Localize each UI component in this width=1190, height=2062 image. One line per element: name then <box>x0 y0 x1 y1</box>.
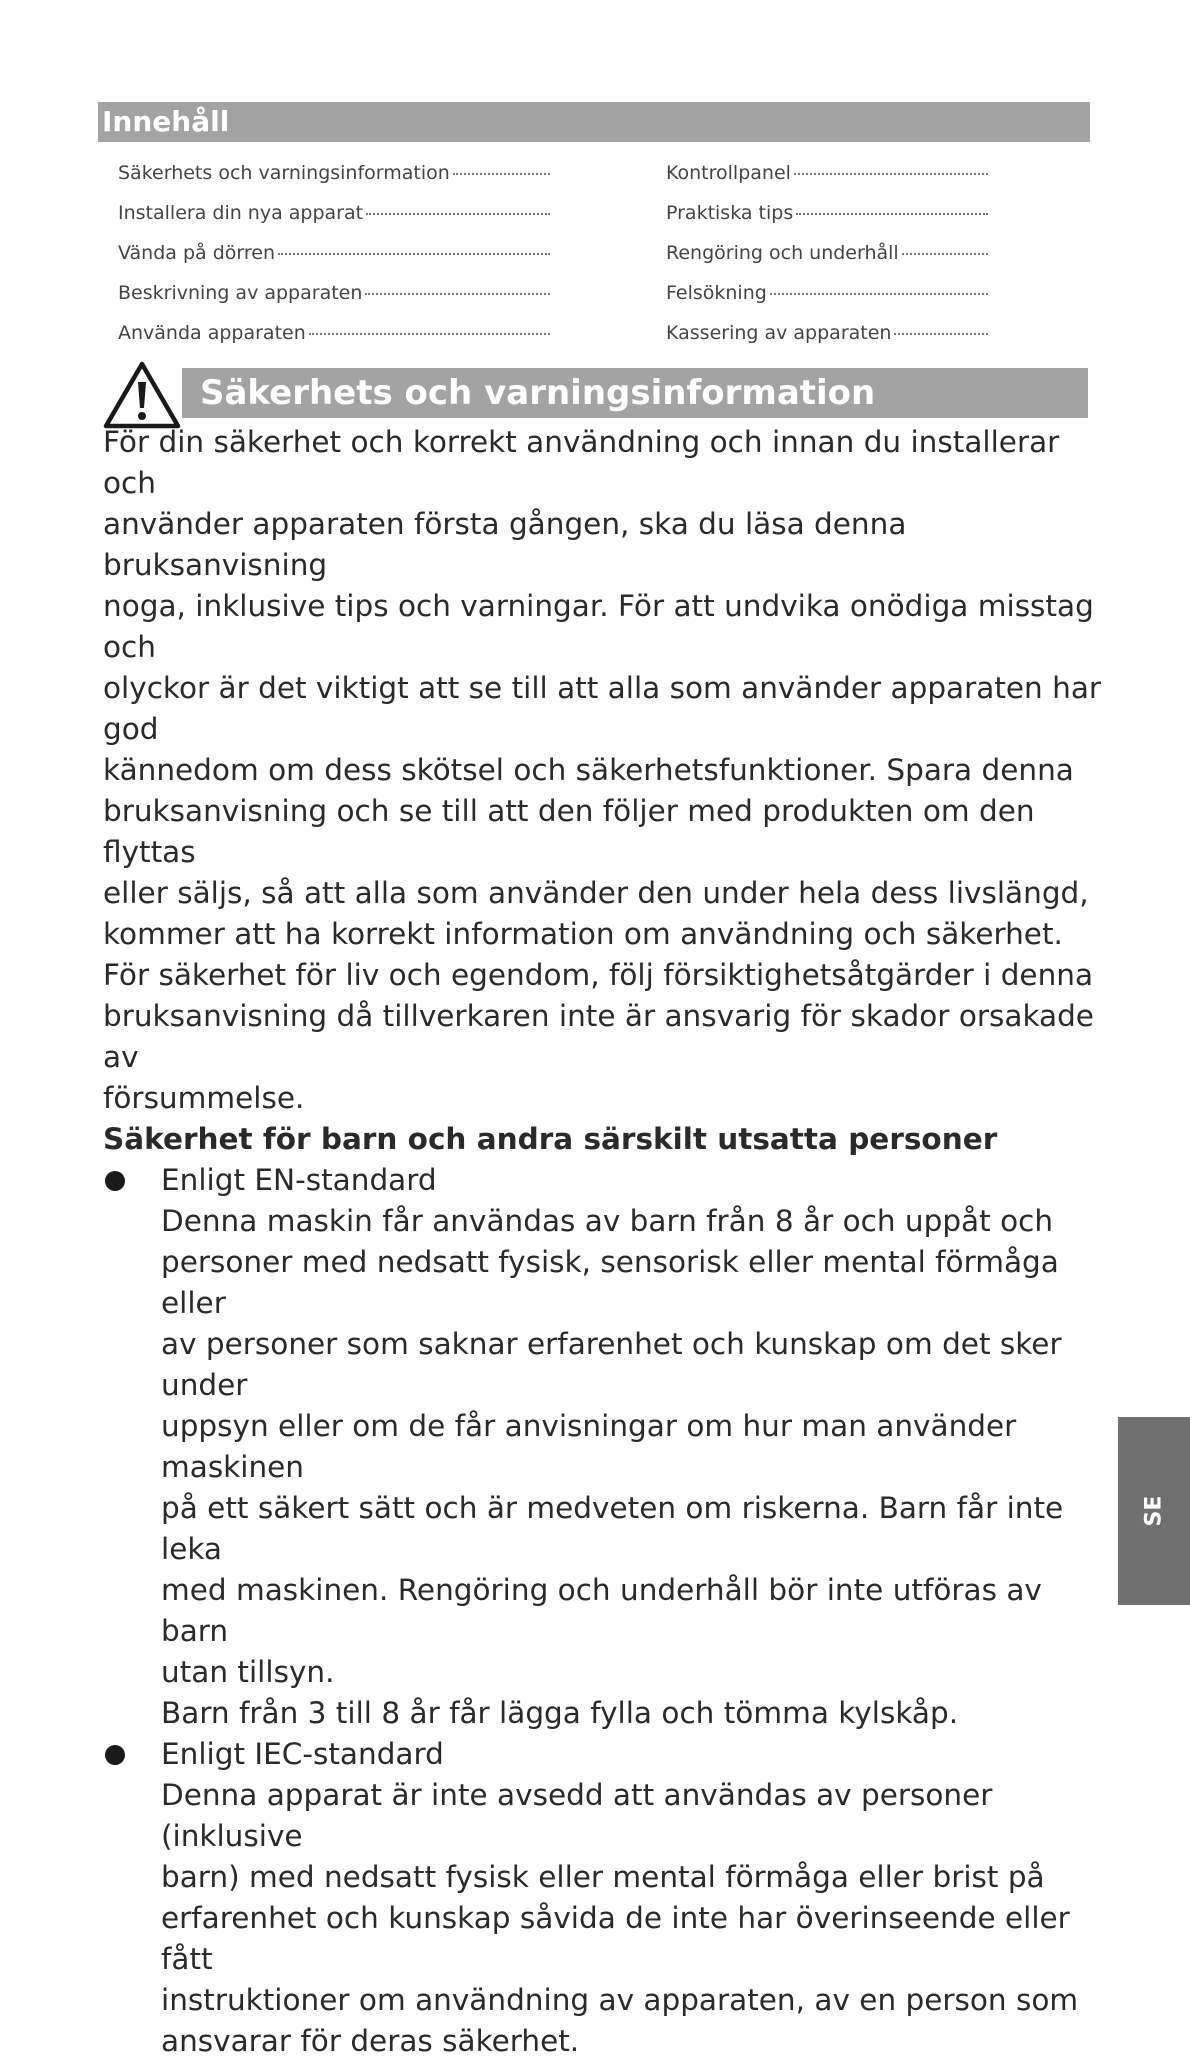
text-line: erfarenhet och kunskap såvida de inte har överinseende eller fått <box>161 1901 1070 1976</box>
toc-entry-label: Använda apparaten <box>118 322 306 344</box>
toc-entry-label: Beskrivning av apparaten <box>118 282 363 304</box>
toc-entry-label: Praktiska tips <box>666 202 794 224</box>
toc-entry-label: Vända på dörren <box>118 242 275 264</box>
section-body <box>103 422 1103 2062</box>
toc-entry[interactable] <box>666 162 988 202</box>
bullet-title: Enligt IEC-standard <box>161 1737 444 1771</box>
text-line: bruksanvisning då tillverkaren inte är ansvarig för skador orsakade av <box>103 999 1094 1074</box>
text-line: kommer att ha korrekt information om användning och säkerhet. <box>103 917 1063 951</box>
text-line: barn) med nedsatt fysisk eller mental förmåga eller brist på <box>161 1860 1045 1894</box>
bullet-dot-icon <box>105 1171 125 1191</box>
bullet-title: Enligt EN-standard <box>161 1163 437 1197</box>
toc-leader-dots <box>902 253 988 255</box>
text-line: olyckor är det viktigt att se till att alla som använder apparaten har god <box>103 671 1102 746</box>
text-line: av personer som saknar erfarenhet och kunskap om det sker under <box>161 1327 1062 1402</box>
intro-paragraph <box>103 422 1103 1119</box>
toc-entry[interactable] <box>666 202 988 242</box>
toc-leader-dots <box>453 173 550 175</box>
text-line: eller säljs, så att alla som använder den under hela dess livslängd, <box>103 876 1089 910</box>
text-line: Barn från 3 till 8 år får lägga fylla och tömma kylskåp. <box>161 1696 959 1730</box>
language-tab <box>1118 1417 1190 1605</box>
toc-entry-label: Säkerhets och varningsinformation <box>118 162 450 184</box>
toc-entry[interactable] <box>666 242 988 282</box>
toc-entry[interactable] <box>666 282 988 322</box>
toc-leader-dots <box>278 253 550 255</box>
text-line: personer med nedsatt fysisk, sensorisk eller mental förmåga eller <box>161 1245 1059 1320</box>
text-line: ansvarar för deras säkerhet. <box>161 2024 580 2058</box>
bullet-item-en-standard <box>103 1160 1103 1734</box>
text-line: Denna apparat är inte avsedd att användas av personer (inklusive <box>161 1778 993 1853</box>
toc-leader-dots <box>794 173 988 175</box>
text-line: försummelse. <box>103 1081 305 1115</box>
toc-entry[interactable] <box>118 242 550 282</box>
toc-right-column <box>666 162 988 362</box>
toc-entry[interactable] <box>118 202 550 242</box>
toc-title: Innehåll <box>98 102 1090 142</box>
toc-leader-dots <box>894 333 988 335</box>
subsection-heading: Säkerhet för barn och andra särskilt utsatta personer <box>103 1122 998 1156</box>
warning-triangle-icon <box>102 360 182 430</box>
text-line: utan tillsyn. <box>161 1655 335 1689</box>
text-line: kännedom om dess skötsel och säkerhetsfunktioner. Spara denna <box>103 753 1074 787</box>
bullet-item-iec-standard <box>103 1734 1103 2062</box>
text-line: noga, inklusive tips och varningar. För att undvika onödiga misstag och <box>103 589 1094 664</box>
text-line: med maskinen. Rengöring och underhåll bör inte utföras av barn <box>161 1573 1042 1648</box>
section-title: Säkerhets och varningsinformation <box>182 368 1088 418</box>
toc-left-column <box>118 162 550 362</box>
text-line: instruktioner om användning av apparaten, av en person som <box>161 1983 1079 2017</box>
toc-entry-label: Kontrollpanel <box>666 162 791 184</box>
toc-entry-label: Kassering av apparaten <box>666 322 892 344</box>
toc-leader-dots <box>770 293 988 295</box>
toc-leader-dots <box>309 333 550 335</box>
toc-entry[interactable] <box>666 322 988 362</box>
toc-leader-dots <box>366 213 550 215</box>
text-line: använder apparaten första gången, ska du läsa denna bruksanvisning <box>103 507 907 582</box>
toc-entry[interactable] <box>118 282 550 322</box>
toc-entry-label: Felsökning <box>666 282 767 304</box>
toc-leader-dots <box>365 293 550 295</box>
toc-entry[interactable] <box>118 322 550 362</box>
text-line: För säkerhet för liv och egendom, följ försiktighetsåtgärder i denna <box>103 958 1094 992</box>
text-line: uppsyn eller om de får anvisningar om hur man använder maskinen <box>161 1409 1017 1484</box>
toc-entry-label: Rengöring och underhåll <box>666 242 899 264</box>
toc-entry[interactable] <box>118 162 550 202</box>
toc-leader-dots <box>796 213 988 215</box>
text-line: Denna maskin får användas av barn från 8 år och uppåt och <box>161 1204 1054 1238</box>
text-line: För din säkerhet och korrekt användning och innan du installerar och <box>103 425 1060 500</box>
toc-entry-label: Installera din nya apparat <box>118 202 364 224</box>
text-line: bruksanvisning och se till att den följer med produkten om den flyttas <box>103 794 1035 869</box>
bullet-dot-icon <box>105 1745 125 1765</box>
language-tab-label: SE <box>1141 1495 1167 1527</box>
text-line: på ett säkert sätt och är medveten om riskerna. Barn får inte leka <box>161 1491 1064 1566</box>
